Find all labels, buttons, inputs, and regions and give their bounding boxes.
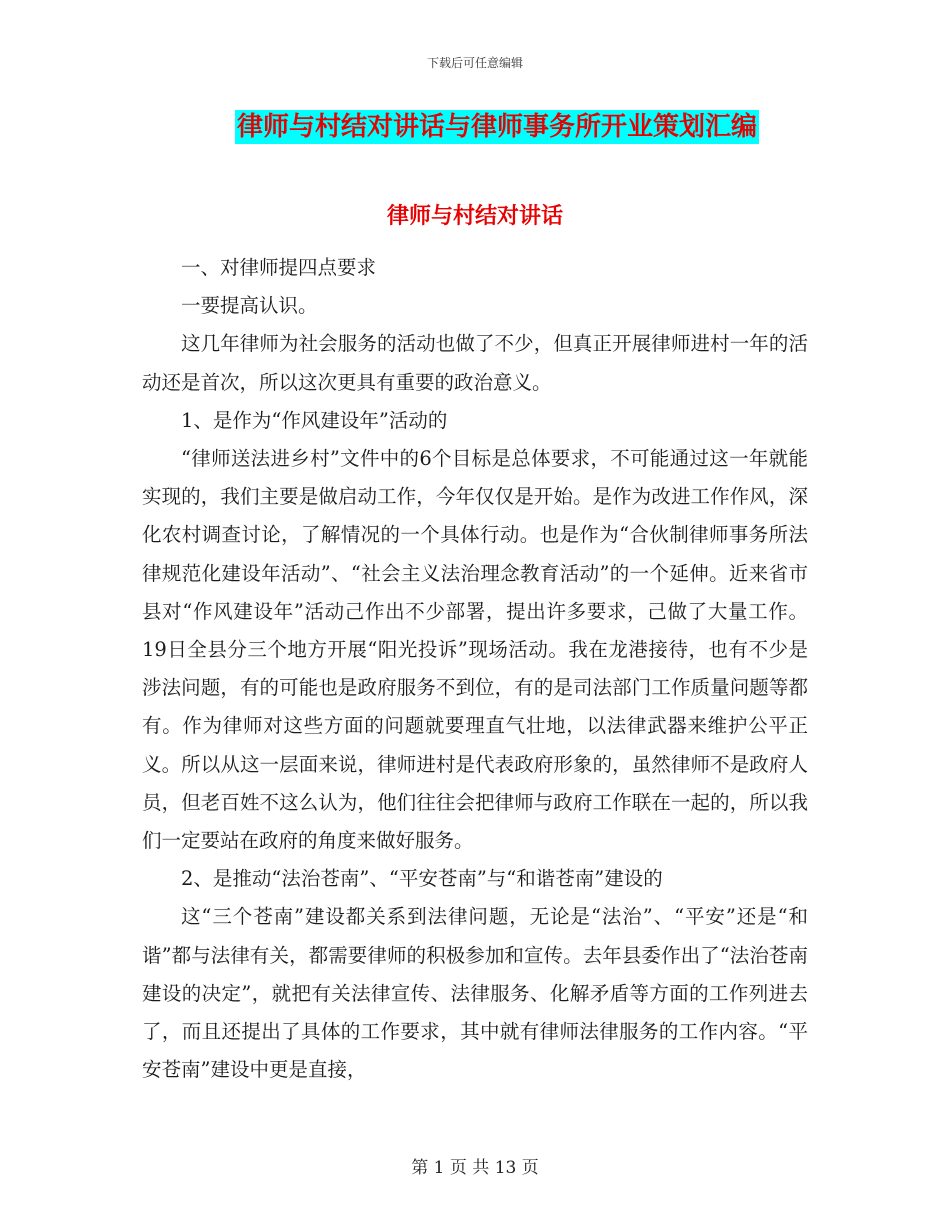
paragraph: 2、是推动“法治苍南”、“平安苍南”与“和谐苍南”建设的 [181,867,663,891]
paragraph: 一要提高认识。 [181,294,318,318]
paragraph: 1、是作为“作风建设年”活动的 [181,408,448,432]
paragraph: “律师送法进乡村”文件中的6个目标是总体要求，不可能通过这一年就能实现的，我们主要是做启动工作，今年仅仅是开始。是作为改进工作作风，深化农村调查讨论，了解情况的一个具体行动。也是作为“合伙制律师事务所法律规范化建设年活动”、“社会主义法治理念教育活动”的一个延伸。近来省市县对“作风建设年”活动己作出不少部署，提出许多要求，己做了大量工作。19日全县分三个地方开展“阳光投诉”现场活动。我在龙港接待，也有不少是涉法问题，有的可能也是政府服务不到位，有的是司法部门工作质量问题等都有。作为律师对这些方面的问题就要理直气壮地，以法律武器来维护公平正义。所以从这一层面来说，律师进村是代表政府形象的，虽然律师不是政府人员，但老百姓不这么认为，他们往往会把律师与政府工作联在一起的，所以我们一定要站在政府的角度来做好服务。 [142,447,808,853]
paragraph: 一、对律师提四点要求 [181,256,377,279]
document-title: 律师与村结对讲话与律师事务所开业策划汇编 [236,112,757,142]
paragraph: 这“三个苍南”建设都关系到法律问题，无论是“法治”、“平安”还是“和谐”都与法律有关，都需要律师的积极参加和宣传。去年县委作出了“法治苍南建设的决定”，就把有关法律宣传、法律服务、化解矛盾等方面的工作列进去了，而且还提出了具体的工作要求，其中就有律师法律服务的工作内容。“平安苍南”建设中更是直接， [142,905,808,1082]
document-body [142,249,808,1089]
document-title-container [0,110,950,144]
paragraph: 这几年律师为社会服务的活动也做了不少，但真正开展律师进村一年的活动还是首次，所以这次更具有重要的政治意义。 [142,332,808,394]
page-footer: 第 1 页 共 13 页 [411,1158,539,1178]
header-note: 下载后可任意编辑 [426,56,523,70]
section-title: 律师与村结对讲话 [386,203,563,229]
